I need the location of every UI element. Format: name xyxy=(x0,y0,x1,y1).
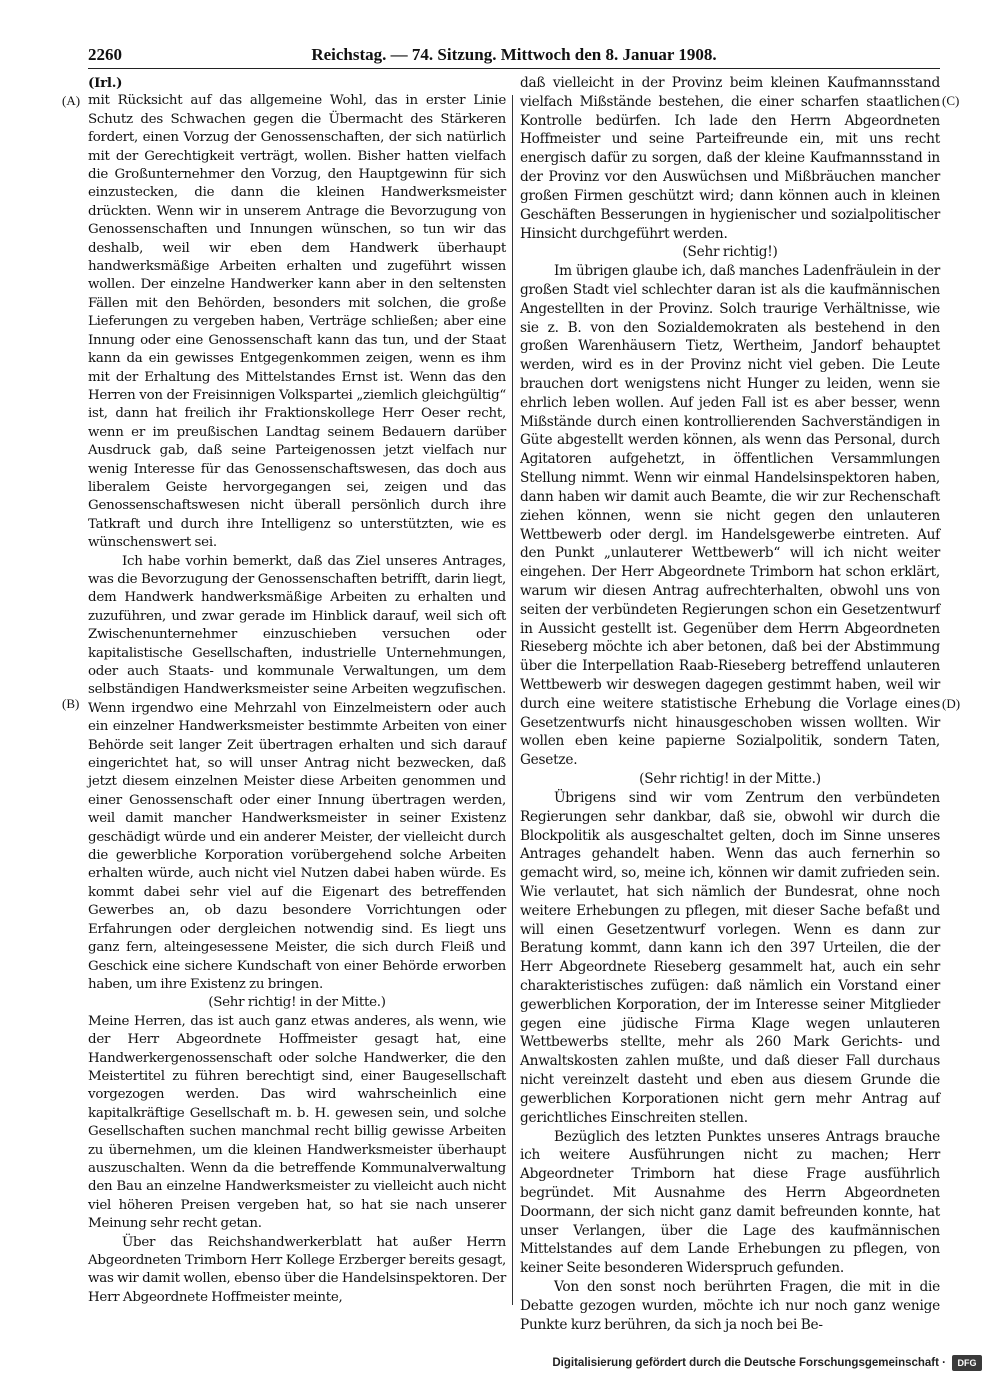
paragraph: daß vielleicht in der Provinz beim kleinen Kaufmannsstand vielfach Mißstände bestehen, die einer scharfen staatlichen Kontrolle bedürfen. Ich lade den Herrn Abgeordneten Hoffmeister und seine Parteifreunde ein, mit uns recht energisch dafür zu sorgen, daß der kleine Kaufmannsstand in der Provinz vor den Auswüchsen und Mißbräuchen mancher großen Firmen geschützt wird; dann können auch in kleinen Geschäften Besserungen in hygienischer und sozialpolitischer Hinsicht durchgeführt werden. xyxy=(520,75,940,242)
paragraph: Übrigens sind wir vom Zentrum den verbündeten Regierungen sehr dankbar, daß sie, obwohl wir durch die Blockpolitik als ausgeschaltet gelten, doch im Sinne unseres Antrages gehandelt haben. Wenn das auch fernerhin so gemacht wird, so, meine ich, können wir damit zufrieden sein. Wie verlautet, hat sich nämlich der Bundesrat, ohne noch weitere Erhebungen zu pflegen, mit dieser Sache befaßt und will einen Gesetzentwurf vorlegen. Wenn es dann zur Beratung kommt, dann kann ich den 397 Urteilen, die der Herr Abgeordnete Rieseberg gesammelt hat, auch ein sehr charakteristisches zufügen: daß nämlich ein Vorstand einer gewerblichen Korporation, der im Interesse seiner Mitglieder gegen eine jüdische Firma Klage wegen unlauteren Wettbewerbs stellte, mehr als 260 Mark Gerichts- und Anwaltskosten zahlen mußte, und daß dieser Fall durchaus nicht vereinzelt dasteht und eben aus diesem Grunde die gewerblichen Korporationen nicht gern mehr Antrag auf gerichtliches Einschreiten stellen. xyxy=(520,789,940,1126)
column-divider xyxy=(512,95,513,1305)
footer-credit xyxy=(552,1353,982,1373)
paragraph: mit Rücksicht auf das allgemeine Wohl, das in erster Linie Schutz des Schwachen gegen die Übermacht des Stärkeren fordert, einen Vorzug der Genossenschaften, der sich natürlich mit der Gerechtigkeit verträgt, wollen. Bisher hatten vielfach die Großunternehmer den Vorzug, den Hauptgewinn für sich einzustecken, die dann die kleinen Handwerksmeister drückten. Wenn wir in unserem Antrage die Bevorzugung von Genossenschaften und Innungen wünschen, so tun wir das deshalb, weil wir eben dem Handwerk überhaupt handwerksmäßige Arbeiten erhalten und zugeführt wissen wollen. Der einzelne Handwerker kann aber in den seltensten Fällen mit den Behörden, besonders mit solchen, die große Lieferungen zu vergeben haben, Verträge schließen; aber eine Innung oder eine Genossenschaft kann das tun, und der Staat kann da ein gewisses Entgegenkommen zeigen, wenn es ihm mit der Erhaltung des Mittelstandes Ernst ist. Wenn das den Herren von der Freisinnigen Volkspartei „ziemlich gleichgültig“ ist, dann hat freilich ihr Fraktionskollege Herr Oeser recht, wenn er im preußischen Landtag seinem Bedauern darüber Ausdruck gab, daß seine Parteigenossen jetzt vielfach nur wenig Interesse für das Genossenschaftswesen, das doch aus liberalem Geiste hervorgegangen sei, zeigen und das Genossenschaftswesen nicht überall persönlich durch ihre Tatkraft und durch ihre Intelligenz so unterstützten, wie es wünschenswert sei. xyxy=(88,93,506,551)
left-column xyxy=(88,74,506,1307)
margin-marker-d: (D) xyxy=(942,696,961,711)
running-title: Reichstag. — 74. Sitzung. Mittwoch den 8. Januar 1908. xyxy=(311,45,717,64)
interjection: (Sehr richtig! in der Mitte.) xyxy=(639,771,821,788)
interjection: (Sehr richtig!) xyxy=(682,244,778,261)
paragraph: Über das Reichshandwerkerblatt hat außer Herrn Abgeordneten Trimborn Herr Kollege Erzberger bereits gesagt, was wir damit wollen, ebenso über die Handelsinspektoren. Der Herr Abgeordnete Hoffmeister meinte, xyxy=(88,1234,506,1305)
speaker-name: (Irl.) xyxy=(88,75,123,91)
page-number: 2260 xyxy=(88,45,122,64)
margin-marker-a: (A) xyxy=(62,93,81,108)
footer-text: Digitalisierung gefördert durch die Deutsche Forschungsgemeinschaft · xyxy=(552,1357,946,1369)
margin-marker-b: (B) xyxy=(62,696,80,711)
interjection: (Sehr richtig! in der Mitte.) xyxy=(208,995,386,1011)
paragraph: Bezüglich des letzten Punktes unseres Antrags brauche ich weitere Ausführungen nicht zu machen; Herr Abgeordneter Trimborn hat diese Frage ausführlich begründet. Mit Ausnahme des Herrn Abgeordneten Doormann, der sich nicht ganz damit befreunden konnte, hat unser Verlangen, über die Lage des kaufmännischen Mittelstandes auf dem Lande Erhebungen zu pflegen, von keiner Seite besonderen Widerspruch gefunden. xyxy=(520,1128,940,1277)
paragraph: Meine Herren, das ist auch ganz etwas anderes, als wenn, wie der Herr Abgeordnete Hoffmeister gesagt hat, eine Handwerkergenossenschaft oder solche Handwerker, die den Meistertitel zu führen berechtigt sind, einer Baugesellschaft vorgezogen werden. Das wird wahrscheinlich eine kapitalkräftige Gesellschaft m. b. H. gewesen sein, und solche Gesellschaften suchen manchmal recht billig gewisse Arbeiten zu übernehmen, um die kleinen Handwerksmeister überhaupt auszuschalten. Wenn da die betreffende Kommunalverwaltung den Bau an einzelne Handwerksmeister zu vielleicht auch nicht viel höheren Preisen vergeben hat, so hat sie nach unserer Meinung sehr recht getan. xyxy=(88,1013,506,1232)
right-column xyxy=(520,74,940,1334)
dfg-logo-icon: DFG xyxy=(952,1355,982,1371)
paragraph: Von den sonst noch berührten Fragen, die mit in die Debatte gezogen wurden, möchte ich nur noch ganz wenige Punkte kurz berühren, da sich ja noch bei Be- xyxy=(520,1279,940,1333)
paragraph: Ich habe vorhin bemerkt, daß das Ziel unseres Antrages, was die Bevorzugung der Genossenschaften betrifft, darin liegt, dem Handwerk handwerksmäßige Arbeiten zu erhalten und zuzuführen, und zwar gerade im Hinblick darauf, weil sich oft Zwischenunternehmer einzuschieben versuchen oder kapitalistische Gesellschaften, industrielle Unternehmungen, oder auch Staats- und kommunale Verwaltungen, um dem selbständigen Handwerksmeister seine Arbeiten wegzufischen. Wenn irgendwo eine Mehrzahl von Einzelmeistern oder auch ein einzelner Handwerksmeister bestimmte Arbeiten von einer Behörde seit langer Zeit übertragen erhalten und sich darauf eingerichtet hat, so will unser Antrag nicht bezwecken, daß jetzt diesem einzelnen Meister diese Arbeiten genommen und einer Genossenschaft oder einer Innung übertragen werden, weil damit mancher Handwerksmeister in seiner Existenz geschädigt würde und ein anderer Meister, der vielleicht durch die gewerbliche Korporation vorübergehend solche Arbeiten erhalten würde, auch nicht viel Nutzen dabei haben würde. Es kommt dabei sehr viel auf die Eigenart des betreffenden Gewerbes an, ob dazu besondere Vorrichtungen oder Erfahrungen oder dergleichen notwendig sind. Es liegt uns ganz fern, alteingesessene Meister, die sich durch Fleiß und Geschick eine sichere Kundschaft von einer Behörde erworben haben, um ihre Existenz zu bringen. xyxy=(88,553,506,992)
margin-marker-c: (C) xyxy=(942,93,960,108)
header-rule xyxy=(88,68,940,69)
paragraph: Im übrigen glaube ich, daß manches Ladenfräulein in der großen Stadt viel schlechter daran ist als die kaufmännischen Angestellten in der Provinz. Solch traurige Verhältnisse, wie sie z. B. von den Sozialdemokraten als bestehend in den großen Warenhäusern Tietz, Wertheim, Jandorf behauptet werden, wird es in der Provinz nicht viel geben. Die Leute brauchen dort wenigstens nicht Hunger zu leiden, wenn sie ehrlich leben wollen. Auf jeden Fall ist es aber besser, wenn Mißstände durch einen kontrollierenden Sachverständigen in Güte abgestellt werden können, als wenn das Personal, durch Agitatoren aufgehetzt, in öffentlichen Versammlungen Stellung nimmt. Wenn wir einmal Handelsinspektoren haben, dann haben wir damit auch Beamte, die wir zur Rechenschaft ziehen können, wenn sie nicht gegen den unlauteren Wettbewerb oder dergl. im Handelsgewerbe eintreten. Auf den Punkt „unlauterer Wettbewerb“ will ich nicht weiter eingehen. Der Herr Abgeordnete Trimborn hat schon erklärt, warum wir diesen Antrag aufrechterhalten, obwohl uns von seiten der verbündeten Regierungen schon ein Gesetzentwurf in Aussicht gestellt ist. Gegenüber dem Herrn Abgeordneten Rieseberg möchte ich aber betonen, daß bei der Abstimmung über die Interpellation Raab-Rieseberg betreffend unlauteren Wettbewerb wir deswegen dagegen gestimmt haben, weil wir durch eine weitere statistische Erhebung die Vorlage eines Gesetzentwurfs nicht hinausgeschoben wissen wollten. Wir wollen eben keine papierne Sozialpolitik, sondern Taten, Gesetze. xyxy=(520,263,940,769)
